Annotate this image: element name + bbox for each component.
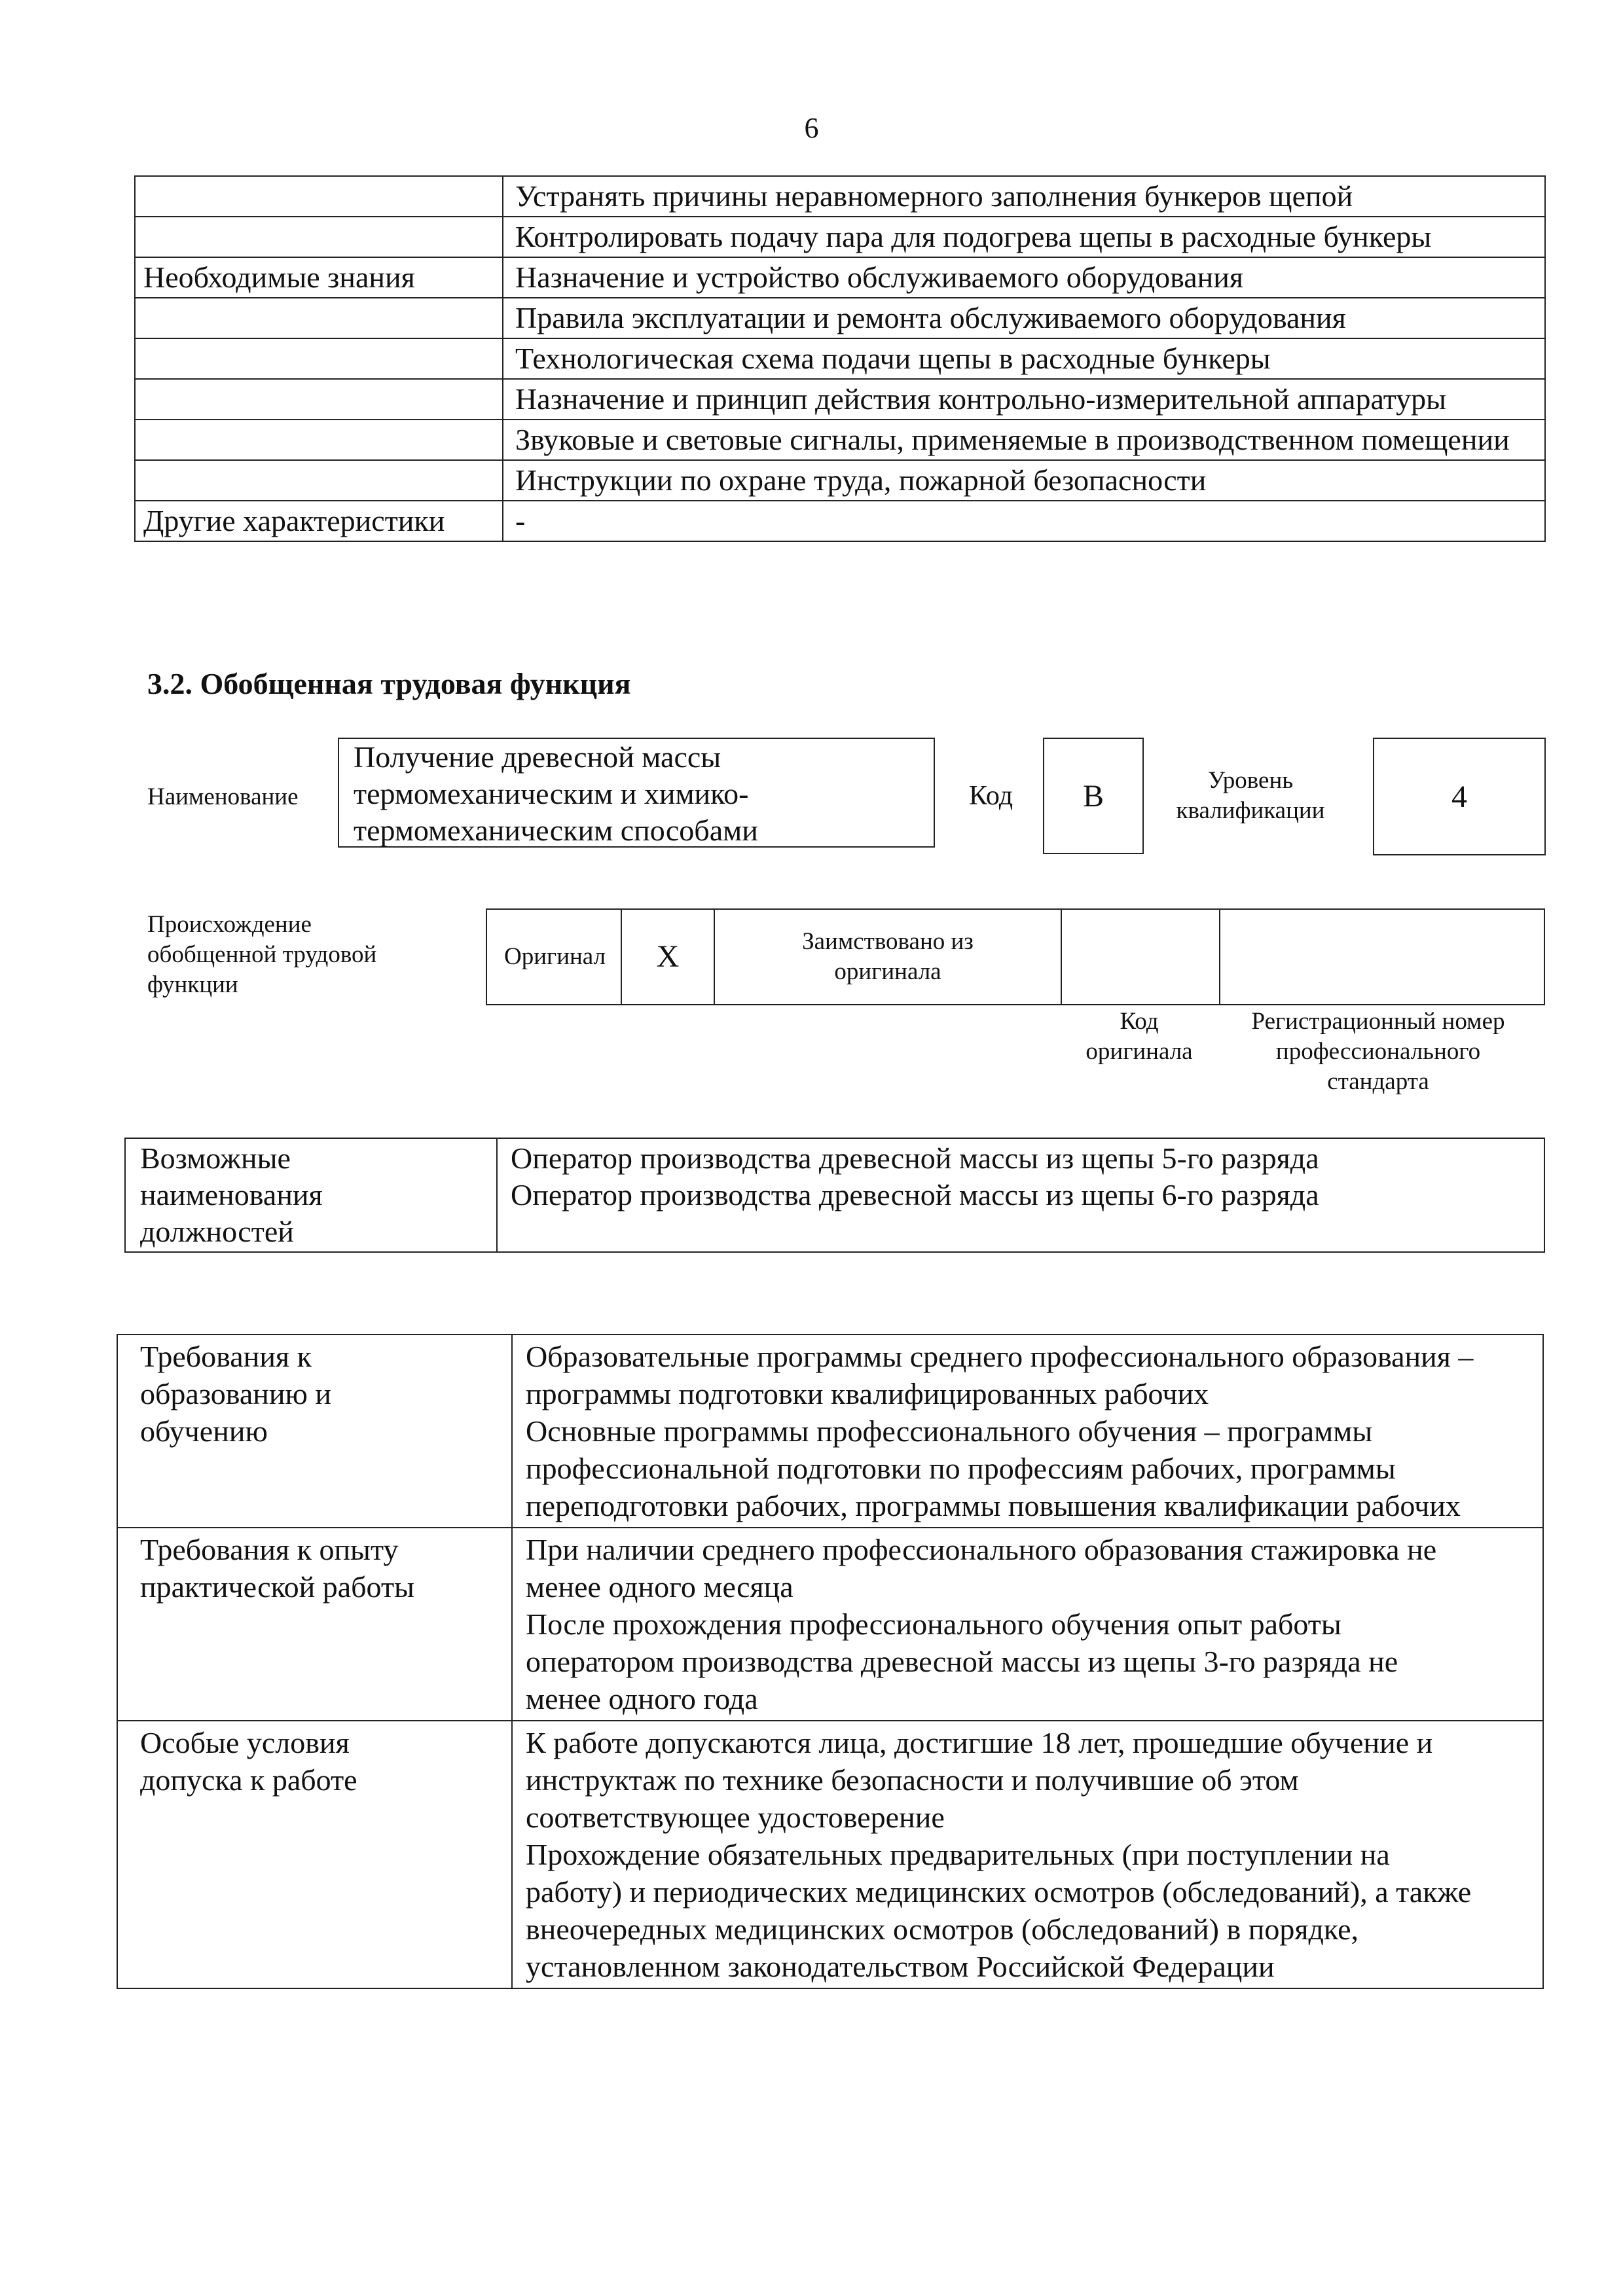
original-label: Оригинал [486,909,621,1005]
row-value [512,1721,1543,1988]
function-name-line: Получение древесной массы [354,740,721,774]
label-line: Требования к [140,1340,312,1373]
value-line: работу) и периодических медицинских осмотров (обследований), а также [526,1875,1472,1909]
row-label [117,1721,512,1988]
borrowed-label-line: оригинала [834,958,941,985]
table-row [135,257,1545,298]
label-line: должностей [140,1215,294,1248]
row-value [512,1528,1543,1721]
value-line: Оператор производства древесной массы из щепы 5-го разряда [511,1141,1319,1175]
label-line: Возможные [140,1141,291,1175]
table-row [117,1335,1543,1528]
value-line: программы подготовки квалифицированных рабочих [526,1377,1209,1410]
row-label [125,1138,497,1252]
code-value-box [1043,738,1144,854]
origin-table [486,908,1545,1005]
caption-line: стандарта [1327,1068,1429,1095]
value-line: инструктаж по технике безопасности и получившие об этом [526,1763,1299,1797]
row-value: Устранять причины неравномерного заполнения бункеров щепой [503,176,1545,217]
row-value [512,1335,1543,1528]
row-value: Технологическая схема подачи щепы в расходные бункеры [503,338,1545,379]
row-value: - [503,501,1545,541]
row-value: Звуковые и световые сигналы, применяемые в производственном помещении [503,420,1545,460]
value-line: Основные программы профессионального обучения – программы [526,1414,1373,1448]
caption-line: профессионального [1275,1038,1481,1065]
registration-number-cell [1220,909,1544,1005]
positions-table [124,1138,1545,1253]
caption-line: оригинала [1085,1038,1193,1065]
table-row [117,1721,1543,1988]
value-line: менее одного месяца [526,1570,793,1604]
table-row [125,1138,1544,1252]
value-line: внеочередных медицинских осмотров (обследований) в порядке, [526,1912,1359,1946]
value-line: К работе допускаются лица, достигшие 18 лет, прошедшие обучение и [526,1726,1433,1759]
row-label [135,338,503,379]
value-line: оператором производства древесной массы из щепы 3-го разряда не [526,1645,1398,1678]
table-row [135,217,1545,257]
origin-label-line: обобщенной трудовой [147,941,377,968]
function-name-box [338,738,935,848]
registration-number-caption [1224,1007,1532,1097]
original-code-caption [1067,1007,1211,1067]
row-value: Назначение и принцип действия контрольно-измерительной аппаратуры [503,379,1545,420]
row-label [135,460,503,501]
function-name-line: термомеханическим способами [354,814,758,847]
level-value: 4 [1451,779,1467,814]
table-row [135,338,1545,379]
row-label: Другие характеристики [135,501,503,541]
row-label: Необходимые знания [135,257,503,298]
caption-line: Код [1120,1008,1159,1035]
row-label [135,176,503,217]
origin-label [147,910,435,1000]
label-line: Особые условия [140,1726,350,1759]
requirements-table [117,1334,1544,1989]
label-line: допуска к работе [140,1763,357,1797]
value-line: Оператор производства древесной массы из щепы 6-го разряда [511,1178,1319,1211]
original-code-cell [1061,909,1220,1005]
label-line: образованию и [140,1377,331,1410]
row-label [117,1335,512,1528]
row-label [135,379,503,420]
label-line: наименования [140,1178,323,1211]
value-line: соответствующее удостоверение [526,1801,945,1834]
value-line: профессиональной подготовки по профессиям рабочих, программы [526,1452,1396,1485]
caption-line: Регистрационный номер [1251,1008,1505,1035]
level-value-box [1373,738,1546,855]
origin-label-line: функции [147,971,238,998]
page-number: 6 [804,112,819,144]
value-line: менее одного года [526,1682,758,1715]
row-label [117,1528,512,1721]
row-label [135,420,503,460]
label-line: практической работы [140,1570,414,1604]
borrowed-label-line: Заимствовано из [802,928,974,955]
name-label: Наименование [147,783,299,810]
value-line: Образовательные программы среднего профессионального образования – [526,1340,1474,1373]
value-line: После прохождения профессионального обучения опыт работы [526,1607,1341,1641]
row-value: Правила эксплуатации и ремонта обслуживаемого оборудования [503,298,1545,338]
row-value: Инструкции по охране труда, пожарной безопасности [503,460,1545,501]
table-row [135,420,1545,460]
label-line: обучению [140,1414,268,1448]
value-line: переподготовки рабочих, программы повышения квалификации рабочих [526,1489,1461,1522]
table-row [135,501,1545,541]
table-row [135,379,1545,420]
value-line: При наличии среднего профессионального образования стажировка не [526,1533,1437,1566]
table-row [135,460,1545,501]
level-label [1172,766,1329,826]
code-label: Код [969,781,1013,811]
row-label [135,217,503,257]
row-value: Назначение и устройство обслуживаемого оборудования [503,257,1545,298]
table-row [135,176,1545,217]
table-row [135,298,1545,338]
knowledge-table [134,175,1546,542]
level-label-line: квалификации [1176,797,1325,824]
original-mark: X [621,909,714,1005]
origin-label-line: Происхождение [147,911,312,938]
function-name-line: термомеханическим и химико- [354,777,749,810]
row-value [497,1138,1544,1252]
table-row [117,1528,1543,1721]
label-line: Требования к опыту [140,1533,399,1566]
value-line: Прохождение обязательных предварительных (при поступлении на [526,1838,1390,1871]
row-label [135,298,503,338]
section-heading: 3.2. Обобщенная трудовая функция [147,667,631,700]
borrowed-label [714,909,1061,1005]
code-value: B [1082,778,1104,814]
value-line: установленном законодательством Российской Федерации [526,1950,1275,1983]
row-value: Контролировать подачу пара для подогрева щепы в расходные бункеры [503,217,1545,257]
level-label-line: Уровень [1207,767,1294,794]
